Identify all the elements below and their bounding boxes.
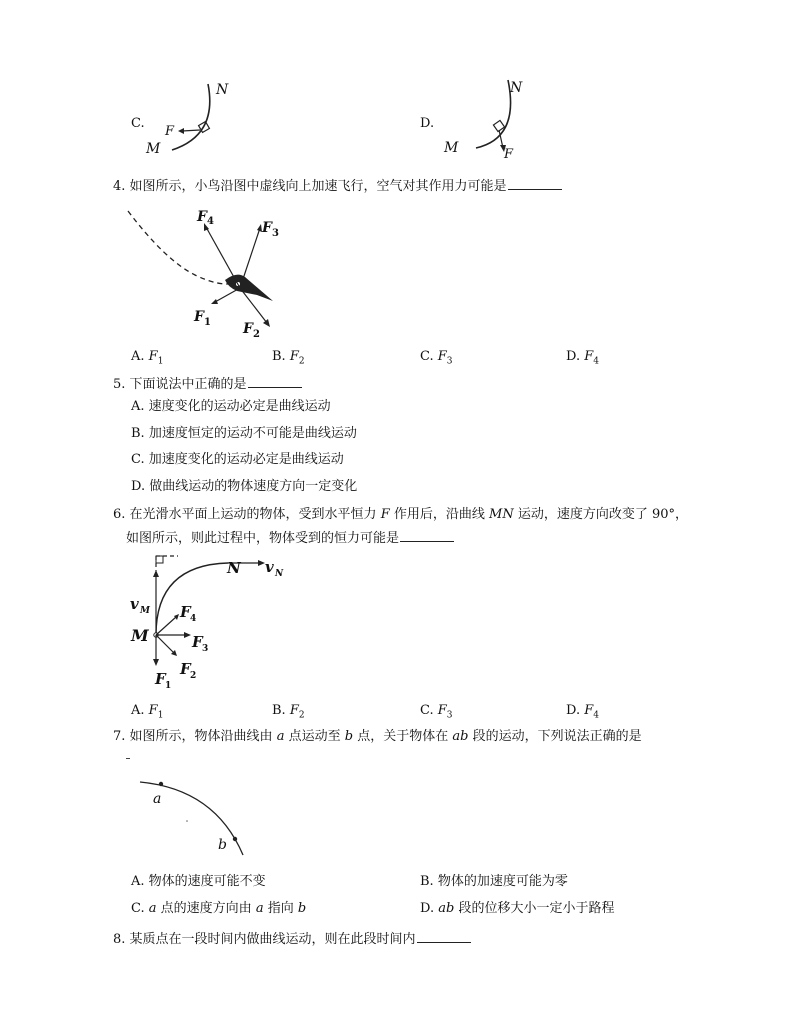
option-c-figure <box>140 80 250 160</box>
label-n: N <box>216 82 229 98</box>
label-n: N <box>510 80 523 96</box>
label-f: F <box>504 147 514 162</box>
answer-blank <box>400 529 454 542</box>
q7-option-a[interactable]: A. 物体的速度可能不变 <box>131 874 266 889</box>
label-n: N <box>227 559 241 577</box>
q6-option-c[interactable]: C. $F_3$ <box>420 703 453 721</box>
q7-option-b[interactable]: B. 物体的加速度可能为零 <box>420 874 568 889</box>
label-f1: F <box>194 309 204 325</box>
label-f: F <box>165 124 175 139</box>
answer-blank <box>417 930 471 943</box>
label-f1-sub: 1 <box>165 681 172 691</box>
label-vm: v <box>130 595 139 613</box>
answer-blank <box>508 177 562 190</box>
q5-option-c[interactable]: C. 加速度变化的运动必定是曲线运动 <box>131 452 344 467</box>
label-f4: F <box>197 209 207 225</box>
label-m: M <box>131 626 149 645</box>
label-f3: F <box>262 220 272 236</box>
label-m: M <box>444 140 459 156</box>
q6-stem-line1: 6. 在光滑水平面上运动的物体，受到水平恒力 F 作用后，沿曲线 MN 运动，速度方向改变了 90°， <box>113 507 689 522</box>
label-vn: v <box>265 558 274 576</box>
q4-text: 4. 如图所示，小鸟沿图中虚线向上加速飞行，空气对其作用力可能是 <box>113 179 507 194</box>
q4-option-a[interactable]: A. $F_1$ <box>131 349 164 367</box>
label-m: M <box>146 141 161 157</box>
q5-option-b[interactable]: B. 加速度恒定的运动不可能是曲线运动 <box>131 426 357 441</box>
q7-stem: 7. 如图所示，物体沿曲线由 a 点运动至 b 点，关于物体在 ab 段的运动，下列说法正确的是 <box>113 729 642 744</box>
label-b: b <box>218 837 227 853</box>
label-f3: F <box>192 633 203 651</box>
q7-curve-figure <box>135 775 255 865</box>
q5-option-a[interactable]: A. 速度变化的运动必定是曲线运动 <box>131 399 331 414</box>
q5-stem <box>113 375 302 393</box>
option-d-figure <box>440 78 550 162</box>
q6-option-d[interactable]: D. $F_4$ <box>566 703 599 721</box>
label-f3-sub: 3 <box>202 644 209 654</box>
label-vn-sub: N <box>275 569 284 579</box>
label-f1: F <box>155 670 166 688</box>
q5-text: 5. 下面说法中正确的是 <box>113 377 247 392</box>
option-c-label: C. <box>131 116 145 131</box>
q7-option-c[interactable]: C. a 点的速度方向由 a 指向 b <box>131 901 307 916</box>
label-f2-sub: 2 <box>190 671 197 681</box>
stray-mark <box>126 758 130 759</box>
label-vm-sub: M <box>140 606 150 616</box>
q4-stem <box>113 177 562 195</box>
q5-option-d[interactable]: D. 做曲线运动的物体速度方向一定变化 <box>131 479 358 494</box>
label-f4-sub: 4 <box>190 614 197 624</box>
q4-bird-figure <box>125 205 295 345</box>
label-f2: F <box>180 660 191 678</box>
q6-curve-figure <box>128 553 298 698</box>
label-f2-sub: 2 <box>253 329 260 340</box>
q7-option-d[interactable]: D. ab 段的位移大小一定小于路程 <box>420 901 615 916</box>
q8-stem <box>113 930 471 948</box>
q4-option-b[interactable]: B. $F_2$ <box>272 349 305 367</box>
q6-stem-line2: 如图所示，则此过程中，物体受到的恒力可能是 <box>126 529 454 547</box>
answer-blank <box>248 375 302 388</box>
option-d-label: D. <box>420 116 435 131</box>
label-f4: F <box>180 603 191 621</box>
q6-option-b[interactable]: B. $F_2$ <box>272 703 305 721</box>
q4-option-d[interactable]: D. $F_4$ <box>566 349 599 367</box>
label-f2: F <box>243 321 253 337</box>
q4-option-c[interactable]: C. $F_3$ <box>420 349 453 367</box>
label-a: a <box>153 791 162 807</box>
q8-text: 8. 某质点在一段时间内做曲线运动，则在此段时间内 <box>113 932 416 947</box>
label-f3-sub: 3 <box>272 228 279 239</box>
label-f1-sub: 1 <box>204 317 211 328</box>
label-f4-sub: 4 <box>207 216 214 227</box>
q6-option-a[interactable]: A. $F_1$ <box>131 703 164 721</box>
